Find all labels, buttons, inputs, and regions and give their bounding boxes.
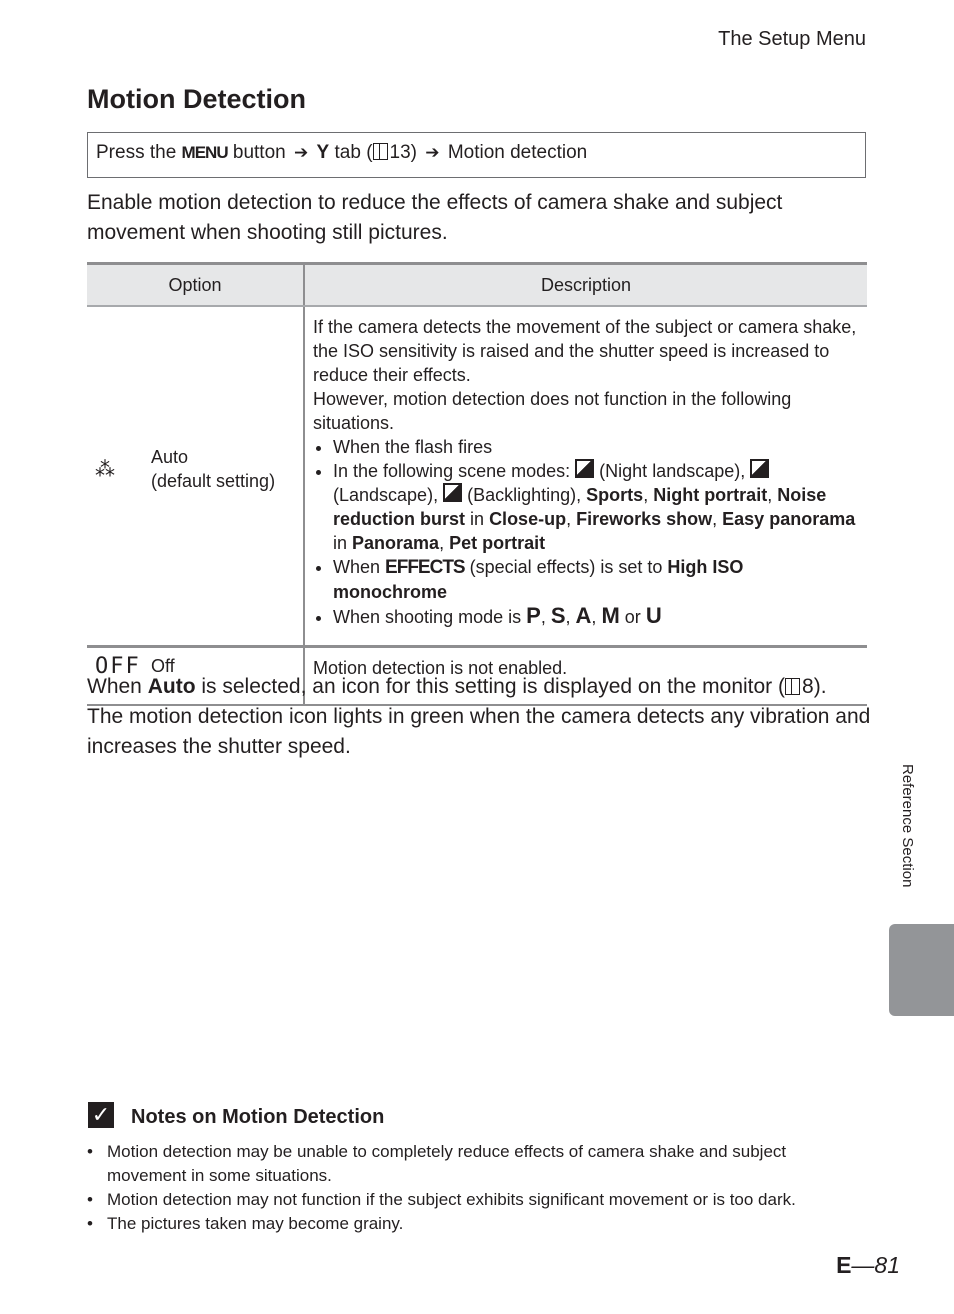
scene-closeup: Close-up <box>489 509 567 529</box>
notes-title: Notes on Motion Detection <box>131 1106 385 1128</box>
list-item: • When the flash fires <box>333 435 859 459</box>
nav-button: button <box>232 142 286 163</box>
mode-u-icon: U <box>645 603 662 628</box>
scene-fireworks: Fireworks show <box>576 509 713 529</box>
auto-desc-p2: However, motion detection does not function in the following situations. <box>313 389 792 433</box>
option-auto-default: (default setting) <box>151 471 276 491</box>
option-auto-name: Auto <box>151 447 189 467</box>
exceptions-list <box>313 435 859 629</box>
motion-detection-icon: ⁂ <box>95 459 115 481</box>
page-number <box>836 1252 900 1279</box>
mode-s-icon: S <box>550 603 566 628</box>
side-section-label: Reference Section <box>899 764 916 888</box>
options-table <box>87 262 867 706</box>
mode-text: When shooting mode is <box>333 607 522 627</box>
checkmark-note-icon: ✓ <box>88 1102 114 1128</box>
scene-backlighting: (Backlighting), <box>467 485 582 505</box>
followup-paragraph <box>87 672 877 762</box>
list-item: • The pictures taken may become grainy. <box>87 1212 867 1236</box>
followup-auto: Auto <box>147 675 196 698</box>
mode-or: or <box>624 607 641 627</box>
nav-press: Press the <box>96 142 177 163</box>
followup-when: When <box>87 675 142 698</box>
mode-a-icon: A <box>575 603 592 628</box>
scene-pet-portrait: Pet portrait <box>449 533 546 553</box>
nav-tab-ref: 13) <box>389 142 417 163</box>
off-icon: OFF <box>95 654 141 679</box>
arrow-right-icon: ➔ <box>425 143 440 162</box>
nav-item: Motion detection <box>447 142 588 163</box>
page-prefix-dash: — <box>851 1252 875 1278</box>
text-in: in <box>470 509 485 529</box>
wrench-icon: Y <box>316 142 330 163</box>
option-auto-label <box>151 445 275 493</box>
backlighting-icon <box>443 483 462 502</box>
followup-text: is selected, an icon for this setting is displayed on the monitor ( <box>201 675 786 698</box>
table-row <box>87 306 867 647</box>
option-off-label: Off <box>151 656 175 676</box>
effects-icon: EFFECTS <box>385 557 465 578</box>
arrow-right-icon: ➔ <box>294 143 309 162</box>
scene-landscape: (Landscape), <box>333 485 439 505</box>
option-cell <box>87 306 304 647</box>
list-item: • Motion detection may not function if the subject exhibits significant movement or is too dark. <box>87 1188 867 1212</box>
mode-m-icon: M <box>601 603 620 628</box>
page-num: 81 <box>874 1252 900 1278</box>
book-ref-icon <box>373 143 388 160</box>
list-item: • Motion detection may be unable to completely reduce effects of camera shake and subject movement in some situations. <box>87 1140 867 1188</box>
scene-night-landscape: (Night landscape), <box>599 461 746 481</box>
running-header: The Setup Menu <box>718 28 866 50</box>
page-prefix: E <box>836 1252 852 1278</box>
list-item: • When shooting mode is P, S, A, M or U <box>333 604 859 629</box>
text-in: in <box>333 533 348 553</box>
scene-modes-text: In the following scene modes: <box>333 461 571 481</box>
mode-p-icon: P <box>526 603 541 628</box>
book-ref-icon <box>785 678 800 695</box>
night-landscape-icon <box>575 459 594 478</box>
followup-line1 <box>87 672 877 702</box>
effects-when: When <box>333 557 381 577</box>
followup-ref: 8). <box>802 675 827 698</box>
scene-noise-reduction: Noise reduction burst <box>333 485 827 529</box>
effect-high-iso: High ISO monochrome <box>333 557 744 602</box>
landscape-icon <box>750 459 769 478</box>
scene-panorama: Panorama <box>352 533 440 553</box>
header-option: Option <box>87 264 304 307</box>
description-cell: Motion detection is not enabled. <box>304 647 867 706</box>
intro-paragraph: Enable motion detection to reduce the effects of camera shake and subject movement when shooting still pictures. <box>87 191 783 244</box>
list-item: • In the following scene modes: (Night landscape), (Landscape), (Backlighting), Sports, Night portrait, Noise reduction burst in Close-up, Fireworks show, Easy panorama in Panorama, Pet portrait <box>333 459 859 555</box>
auto-desc-p1: If the camera detects the movement of the subject or camera shake, the ISO sensitivity is raised and the shutter speed is increased to reduce their effects. <box>313 317 857 385</box>
scene-easy-panorama: Easy panorama <box>722 509 856 529</box>
description-cell <box>304 306 867 647</box>
followup-line2: The motion detection icon lights in green when the camera detects any vibration and increases the shutter speed. <box>87 705 871 758</box>
nav-tab: tab ( <box>334 142 373 163</box>
notes-list <box>87 1140 867 1236</box>
effects-text: (special effects) is set to <box>469 557 663 577</box>
scene-night-portrait: Night portrait <box>653 485 768 505</box>
menu-button-icon: MENU <box>181 143 228 162</box>
page-title: Motion Detection <box>87 84 306 114</box>
section-thumb-tab <box>889 924 954 1016</box>
scene-sports: Sports <box>586 485 644 505</box>
header-description: Description <box>304 264 867 307</box>
list-item <box>333 555 859 604</box>
menu-path-box <box>87 132 866 178</box>
